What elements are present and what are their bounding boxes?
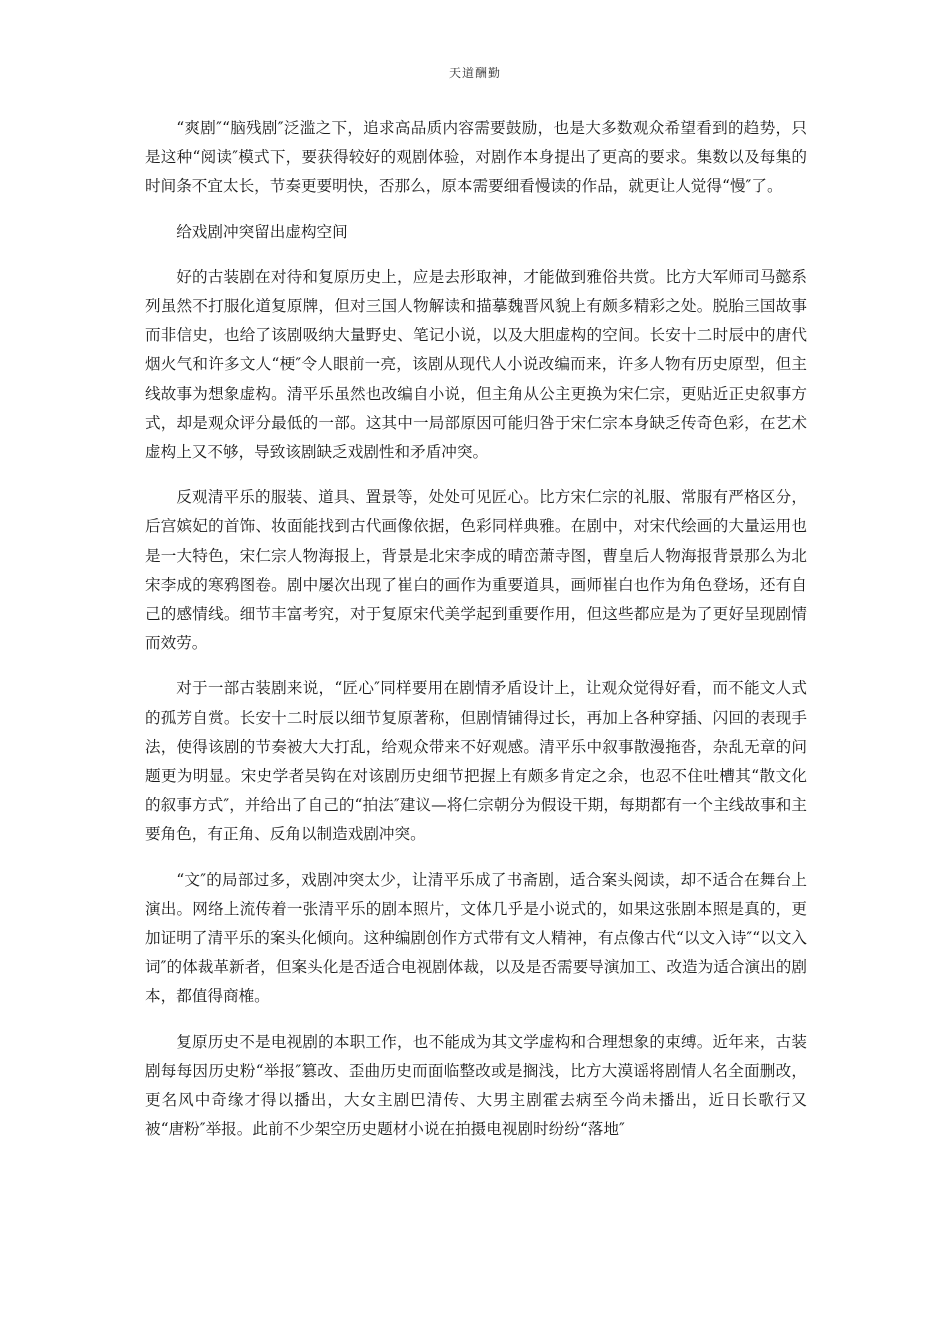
paragraph-1: “爽剧″“脑残剧″泛滥之下，追求高品质内容需要鼓励，也是大多数观众希望看到的趋势，只是这种“阅读″模式下，要获得较好的观剧体验，对剧作本身提出了更高的要求。集数以及每集的时间条不宜太长，节奏更要明快，否那么，原本需要细看慢读的作品，就更让人觉得“慢″了。: [145, 119, 807, 196]
section-subheading: 给戏剧冲突留出虚构空间: [176, 222, 348, 241]
paragraph-3: 反观清平乐的服装、道具、置景等，处处可见匠心。比方宋仁宗的礼服、常服有严格区分，后宫嫔妃的首饰、妆面能找到古代画像依据，色彩同样典雅。在剧中，对宋代绘画的大量运用也是一大特色，宋仁宗人物海报上，背景是北宋李成的晴峦萧寺图，曹皇后人物海报背景那么为北宋李成的寒鸦图卷。剧中屡次出现了崔白的画作为重要道具，画师崔白也作为角色登场，还有自己的感情线。细节丰富考究，对于复原宋代美学起到重要作用，但这些都应是为了更好呈现剧情而效劳。: [145, 488, 807, 653]
paragraph-5: “文″的局部过多，戏剧冲突太少，让清平乐成了书斋剧，适合案头阅读，却不适合在舞台上演出。网络上流传着一张清平乐的剧本照片，文体几乎是小说式的，如果这张剧本照是真的，更加证明了清平乐的案头化倾向。这种编剧创作方式带有文人精神，有点像古代“以文入诗″“以文入词″的体裁革新者，但案头化是否适合电视剧体裁，以及是否需要导演加工、改造为适合演出的剧本，都值得商榷。: [145, 870, 807, 1006]
paragraph-6: 复原历史不是电视剧的本职工作，也不能成为其文学虚构和合理想象的束缚。近年来，古装剧每每因历史粉“举报″篡改、歪曲历史而面临整改或是搁浅，比方大漠谣将剧情人名全面删改，更名风中奇缘才得以播出，大女主剧巴清传、大男主剧霍去病至今尚未播出，近日长歌行又被“唐粉″举报。此前不少架空历史题材小说在拍摄电视剧时纷纷“落地″: [145, 1032, 807, 1139]
page-header: 天道酬勤: [448, 66, 501, 80]
paragraph-4: 对于一部古装剧来说，“匠心″同样要用在剧情矛盾设计上，让观众觉得好看，而不能文人式的孤芳自赏。长安十二时辰以细节复原著称，但剧情铺得过长，再加上各种穿插、闪回的表现手法，使得该剧的节奏被大大打乱，给观众带来不好观感。清平乐中叙事散漫拖沓，杂乱无章的问题更为明显。宋史学者吴钩在对该剧历史细节把握上有颇多肯定之余，也忍不住吐槽其“散文化的叙事方式″，并给出了自己的“拍法″建议—将仁宗朝分为假设干期，每期都有一个主线故事和主要角色，有正角、反角以制造戏剧冲突。: [145, 679, 807, 844]
paragraph-2: 好的古装剧在对待和复原历史上，应是去形取神，才能做到雅俗共赏。比方大军师司马懿系列虽然不打服化道复原牌，但对三国人物解读和描摹魏晋风貌上有颇多精彩之处。脱胎三国故事而非信史，也给了该剧吸纳大量野史、笔记小说，以及大胆虚构的空间。长安十二时辰中的唐代烟火气和许多文人“梗″令人眼前一亮，该剧从现代人小说改编而来，许多人物有历史原型，但主线故事为想象虚构。清平乐虽然也改编自小说，但主角从公主更换为宋仁宗，更贴近正史叙事方式，却是观众评分最低的一部。这其中一局部原因可能归咎于宋仁宗本身缺乏传奇色彩，在艺术虚构上又不够，导致该剧缺乏戏剧性和矛盾冲突。: [145, 267, 807, 462]
article-body: [145, 114, 807, 1161]
